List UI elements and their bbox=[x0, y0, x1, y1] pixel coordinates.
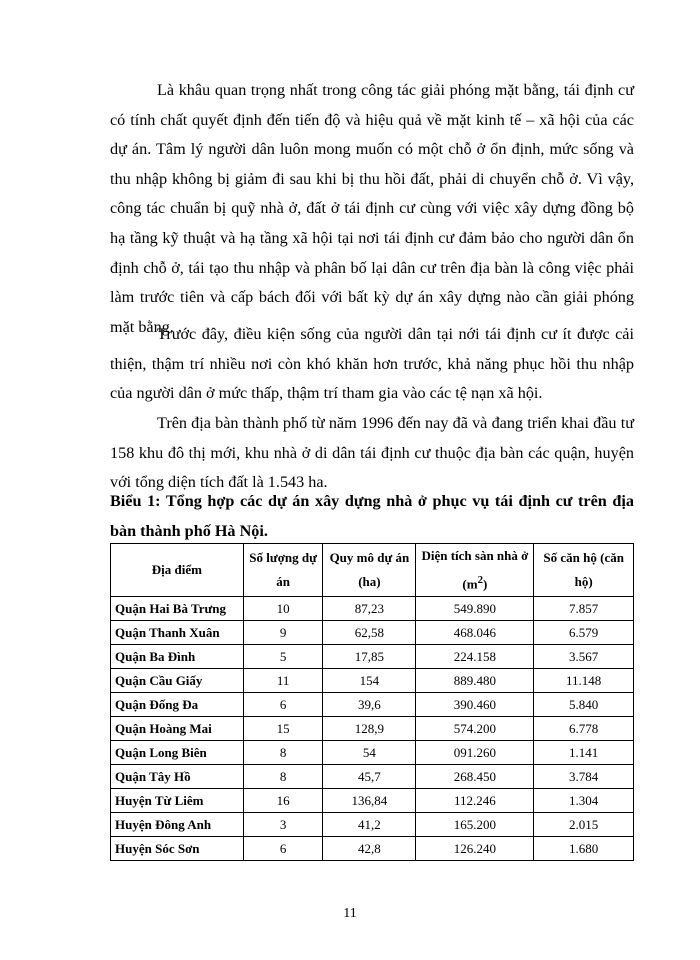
table-row bbox=[111, 813, 634, 837]
location-cell: Huyện Từ Liêm bbox=[111, 789, 244, 813]
scale-cell: 41,2 bbox=[323, 813, 416, 837]
projects-cell: 5 bbox=[243, 645, 323, 669]
header-floor-area-close: ) bbox=[483, 576, 488, 592]
scale-cell: 87,23 bbox=[323, 597, 416, 621]
header-floor-area-sup: 2 bbox=[477, 574, 484, 586]
floor-area-cell: 468.046 bbox=[416, 621, 534, 645]
floor-area-cell: 112.246 bbox=[416, 789, 534, 813]
resettlement-projects-table bbox=[110, 543, 634, 861]
projects-cell: 9 bbox=[243, 621, 323, 645]
scale-cell: 17,85 bbox=[323, 645, 416, 669]
units-cell: 6.778 bbox=[534, 717, 634, 741]
location-cell: Quận Hai Bà Trưng bbox=[111, 597, 244, 621]
header-units: Số căn hộ (căn hộ) bbox=[534, 544, 634, 597]
projects-cell: 8 bbox=[243, 765, 323, 789]
projects-cell: 6 bbox=[243, 837, 323, 861]
location-cell: Huyện Đông Anh bbox=[111, 813, 244, 837]
table-caption: Biểu 1: Tổng hợp các dự án xây dựng nhà ở phục vụ tái định cư trên địa bàn thành phố Hà Nội. bbox=[110, 492, 634, 540]
projects-cell: 6 bbox=[243, 693, 323, 717]
table-row bbox=[111, 765, 634, 789]
table-body bbox=[111, 597, 634, 861]
units-cell: 3.567 bbox=[534, 645, 634, 669]
table-row bbox=[111, 717, 634, 741]
paragraph-resettlement-importance: Là khâu quan trọng nhất trong công tác giải phóng mặt bằng, tái định cư có tính chất quyết định đến tiến độ và hiệu quả về mặt kinh tế – xã hội của các dự án. Tâm lý người dân luôn mong muốn có một chỗ ở ổn định, mức sống và thu nhập không bị giảm đi sau khi bị thu hồi đất, phải di chuyển chỗ ở. Vì vậy, công tác chuẩn bị quỹ nhà ở, đất ở tái định cư cùng với việc xây dựng đồng bộ hạ tầng kỹ thuật và hạ tầng xã hội tại nơi tái định cư đảm bảo cho người dân ổn định chỗ ở, tái tạo thu nhập và phân bố lại dân cư trên địa bàn là công việc phải làm trước tiên và cấp bách đối với bất kỳ dự án xây dựng nào cần giải phóng mặt bằng. bbox=[110, 81, 634, 336]
floor-area-cell: 390.460 bbox=[416, 693, 534, 717]
location-cell: Quận Ba Đình bbox=[111, 645, 244, 669]
table-row bbox=[111, 837, 634, 861]
scale-cell: 39,6 bbox=[323, 693, 416, 717]
table-row bbox=[111, 693, 634, 717]
units-cell: 6.579 bbox=[534, 621, 634, 645]
projects-cell: 11 bbox=[243, 669, 323, 693]
floor-area-cell: 224.158 bbox=[416, 645, 534, 669]
units-cell: 1.141 bbox=[534, 741, 634, 765]
units-cell: 11.148 bbox=[534, 669, 634, 693]
header-scale: Quy mô dự án (ha) bbox=[323, 544, 416, 597]
units-cell: 1.304 bbox=[534, 789, 634, 813]
location-cell: Quận Long Biên bbox=[111, 741, 244, 765]
floor-area-cell: 091.260 bbox=[416, 741, 534, 765]
units-cell: 3.784 bbox=[534, 765, 634, 789]
table-row bbox=[111, 621, 634, 645]
table-row bbox=[111, 789, 634, 813]
scale-cell: 45,7 bbox=[323, 765, 416, 789]
location-cell: Quận Thanh Xuân bbox=[111, 621, 244, 645]
units-cell: 1.680 bbox=[534, 837, 634, 861]
projects-cell: 15 bbox=[243, 717, 323, 741]
floor-area-cell: 268.450 bbox=[416, 765, 534, 789]
paragraph-past-conditions: Trước đây, điều kiện sống của người dân tại nới tái định cư ít được cải thiện, thậm trí nhiều nơi còn khó khăn hơn trước, khả năng phục hồi thu nhập của người dân ở mức thấp, thậm trí tham gia vào các tệ nạn xã hội. bbox=[110, 325, 634, 403]
header-floor-area bbox=[416, 544, 534, 597]
header-projects: Số lượng dự án bbox=[243, 544, 323, 597]
table-row bbox=[111, 597, 634, 621]
location-cell: Quận Hoàng Mai bbox=[111, 717, 244, 741]
projects-cell: 8 bbox=[243, 741, 323, 765]
location-cell: Quận Tây Hồ bbox=[111, 765, 244, 789]
projects-cell: 16 bbox=[243, 789, 323, 813]
table-header-row bbox=[111, 544, 634, 597]
scale-cell: 54 bbox=[323, 741, 416, 765]
scale-cell: 128,9 bbox=[323, 717, 416, 741]
paragraph-city-projects: Trên địa bàn thành phố từ năm 1996 đến nay đã và đang triển khai đầu tư 158 khu đô thị mới, khu nhà ở di dân tái định cư thuộc địa bàn các quận, huyện với tổng diện tích đất là 1.543 ha. bbox=[110, 414, 634, 492]
floor-area-cell: 889.480 bbox=[416, 669, 534, 693]
location-cell: Huyện Sóc Sơn bbox=[111, 837, 244, 861]
scale-cell: 154 bbox=[323, 669, 416, 693]
table-row bbox=[111, 741, 634, 765]
floor-area-cell: 165.200 bbox=[416, 813, 534, 837]
table-row bbox=[111, 669, 634, 693]
header-location: Địa điểm bbox=[111, 544, 244, 597]
units-cell: 7.857 bbox=[534, 597, 634, 621]
floor-area-cell: 126.240 bbox=[416, 837, 534, 861]
floor-area-cell: 549.890 bbox=[416, 597, 534, 621]
floor-area-cell: 574.200 bbox=[416, 717, 534, 741]
page-number: 11 bbox=[343, 906, 357, 921]
table-row bbox=[111, 645, 634, 669]
header-floor-area-text: Diện tích sàn nhà ở (m bbox=[421, 548, 529, 592]
projects-cell: 3 bbox=[243, 813, 323, 837]
location-cell: Quận Đống Đa bbox=[111, 693, 244, 717]
scale-cell: 136,84 bbox=[323, 789, 416, 813]
units-cell: 2.015 bbox=[534, 813, 634, 837]
scale-cell: 62,58 bbox=[323, 621, 416, 645]
units-cell: 5.840 bbox=[534, 693, 634, 717]
scale-cell: 42,8 bbox=[323, 837, 416, 861]
projects-cell: 10 bbox=[243, 597, 323, 621]
location-cell: Quận Cầu Giấy bbox=[111, 669, 244, 693]
